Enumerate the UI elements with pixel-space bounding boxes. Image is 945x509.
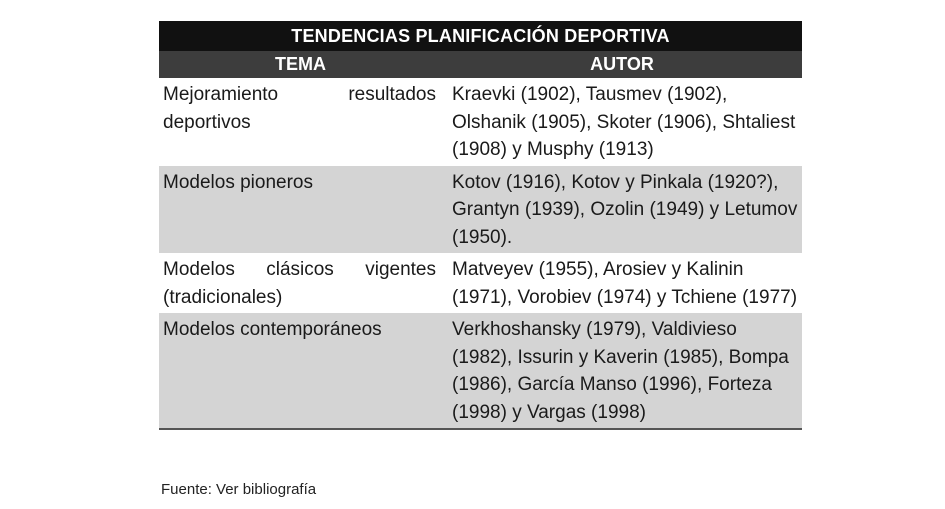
autor-cell: Kotov (1916), Kotov y Pinkala (1920?), Grantyn (1939), Ozolin (1949) y Letumov (1950). [442,166,802,254]
column-header-autor: AUTOR [442,51,802,78]
tema-cell: Modelos pioneros [159,166,442,254]
tema-cell: Mejoramiento resultados deportivos [163,84,436,133]
table-title: TENDENCIAS PLANIFICACIÓN DEPORTIVA [159,21,802,51]
tema-cell: Modelos clásicos vigentes (tradicionales) [163,259,436,308]
tema-cell: Modelos contemporáneos [159,313,442,429]
source-note: Fuente: Ver bibliografía [161,481,317,498]
autor-cell: Matveyev (1955), Arosiev y Kalinin (1971), Vorobiev (1974) y Tchiene (1977) [452,259,798,308]
table-row [159,313,802,429]
table-row [159,253,802,313]
table-row [159,166,802,254]
trends-table [159,21,802,430]
table-row [159,78,802,166]
autor-cell: Verkhoshansky (1979), Valdivieso (1982), Issurin y Kaverin (1985), Bompa (1986), García Manso (1996), Forteza (1998) y Vargas (1998) [442,313,802,429]
trends-table-container [159,21,802,430]
column-header-tema: TEMA [159,51,442,78]
autor-cell: Kraevki (1902), Tausmev (1902), Olshanik (1905), Skoter (1906), Shtaliest (1908) y Musphy (1913) [452,84,796,160]
